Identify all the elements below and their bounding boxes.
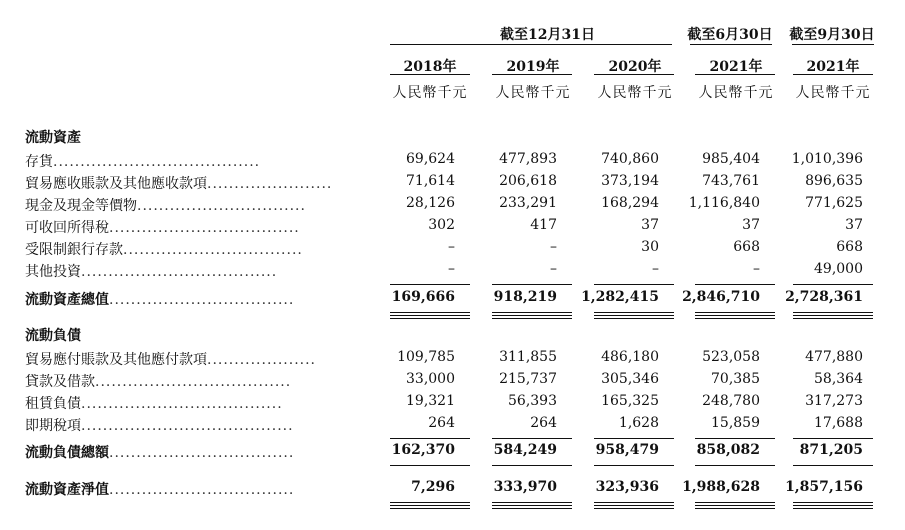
cell-value: 1,857,156 [785,479,863,495]
cell-value: 2,728,361 [785,289,863,305]
year-underline-2 [492,74,572,75]
cell-value: 248,780 [702,393,760,409]
cell-value: 311,855 [499,349,557,365]
leader-dots: .................................. [109,292,295,308]
cell-value: 668 [836,239,863,255]
leader-dots: ...................................... [53,154,261,170]
table-row [25,393,895,414]
leader-dots: ................................... [109,220,300,236]
total-row-current-liabilities [25,442,895,463]
double-rule [793,508,873,509]
cell-value: 871,205 [799,442,863,458]
double-rule [695,508,775,509]
subtotal-rule [594,465,674,466]
year-col-1: 2018年 [403,59,457,75]
cell-value: 109,785 [397,349,455,365]
row-label: 現金及現金等價物 [25,198,137,214]
cell-value: – [550,239,557,255]
cell-value: 302 [428,217,455,233]
cell-value: 33,000 [406,371,455,387]
cell-value: 668 [733,239,760,255]
cell-value: 1,628 [618,415,659,431]
subtotal-rule [695,284,775,285]
table-row [25,261,895,282]
table-row [25,371,895,392]
subtotal-rule [695,438,775,439]
unit-col-1: 人民幣千元 [392,85,468,101]
subtotal-rule [390,465,470,466]
cell-value: 17,688 [814,415,863,431]
leader-dots: .................................... [95,374,292,390]
subtotal-rule [390,438,470,439]
table-row [25,239,895,260]
cell-value: 15,859 [711,415,760,431]
double-rule [793,502,873,506]
row-label: 貿易應收賬款及其他應收款項 [25,176,207,192]
double-rule [492,312,572,316]
double-rule [492,508,572,509]
cell-value: 1,116,840 [688,195,760,211]
cell-value: 1,282,415 [581,289,659,305]
cell-value: 49,000 [814,261,863,277]
unit-col-2: 人民幣千元 [495,85,571,101]
cell-value: 417 [530,217,557,233]
year-col-4: 2021年 [709,59,763,75]
double-rule [793,318,873,319]
subtotal-rule [695,465,775,466]
table-row [25,415,895,436]
period-underline-jun30 [690,44,772,45]
leader-dots: ............................... [137,198,306,214]
row-label: 受限制銀行存款 [25,242,123,258]
subtotal-rule [492,465,572,466]
leader-dots: .................................. [109,445,295,461]
cell-value: 1,988,628 [682,479,760,495]
section-title-current-assets: 流動資產 [25,130,81,146]
year-underline-3 [594,74,674,75]
cell-value: 69,624 [406,151,455,167]
cell-value: 477,880 [805,349,863,365]
cell-value: 985,404 [702,151,760,167]
cell-value: 918,219 [493,289,557,305]
period-header-dec31: 截至12月31日 [500,27,595,43]
double-rule [594,318,674,319]
total-row-net-current-assets [25,479,895,500]
period-header-sep30: 截至9月30日 [789,27,875,43]
cell-value: 523,058 [702,349,760,365]
double-rule [390,312,470,316]
unit-col-3: 人民幣千元 [597,85,673,101]
subtotal-rule [492,438,572,439]
double-rule [492,502,572,506]
period-underline-sep30 [792,44,874,45]
cell-value: 37 [845,217,863,233]
cell-value: 486,180 [601,349,659,365]
row-label: 流動資產總值 [25,292,109,308]
cell-value: – [448,261,455,277]
row-label: 貸款及借款 [25,374,95,390]
year-col-2: 2019年 [506,59,560,75]
cell-value: 206,618 [499,173,557,189]
cell-value: 28,126 [406,195,455,211]
table-row [25,151,895,172]
cell-value: 233,291 [499,195,557,211]
cell-value: 37 [742,217,760,233]
cell-value: 7,296 [411,479,455,495]
cell-value: – [753,261,760,277]
year-underline-4 [695,74,775,75]
table-row [25,195,895,216]
cell-value: 743,761 [702,173,760,189]
cell-value: 305,346 [601,371,659,387]
leader-dots: ..................................... [81,396,283,412]
cell-value: 37 [641,217,659,233]
cell-value: – [550,261,557,277]
cell-value: 958,479 [595,442,659,458]
cell-value: 58,364 [814,371,863,387]
cell-value: – [448,239,455,255]
leader-dots: ................................. [123,242,303,258]
double-rule [695,502,775,506]
cell-value: 896,635 [805,173,863,189]
subtotal-rule [594,438,674,439]
cell-value: 373,194 [601,173,659,189]
row-label: 租賃負債 [25,396,81,412]
cell-value: 323,936 [595,479,659,495]
double-rule [594,508,674,509]
double-rule [594,502,674,506]
row-label: 可收回所得稅 [25,220,109,236]
cell-value: 317,273 [805,393,863,409]
year-col-5: 2021年 [806,59,860,75]
unit-col-5: 人民幣千元 [795,85,871,101]
subtotal-rule [793,284,873,285]
double-rule [793,312,873,316]
subtotal-rule [492,284,572,285]
section-title-current-liabilities: 流動負債 [25,328,81,344]
cell-value: 584,249 [493,442,557,458]
subtotal-rule [793,438,873,439]
year-underline-1 [390,74,470,75]
period-underline-dec31 [390,44,672,45]
table-row [25,217,895,238]
cell-value: 2,846,710 [682,289,760,305]
double-rule [695,318,775,319]
cell-value: 333,970 [493,479,557,495]
table-row [25,173,895,194]
unit-col-4: 人民幣千元 [698,85,774,101]
cell-value: 1,010,396 [791,151,863,167]
cell-value: 70,385 [711,371,760,387]
cell-value: 165,325 [601,393,659,409]
cell-value: 168,294 [601,195,659,211]
subtotal-rule [390,284,470,285]
double-rule [695,312,775,316]
cell-value: 215,737 [499,371,557,387]
subtotal-rule [594,284,674,285]
table-row [25,349,895,370]
leader-dots: ....................... [207,176,333,192]
cell-value: 30 [641,239,659,255]
cell-value: 858,082 [696,442,760,458]
cell-value: 56,393 [508,393,557,409]
year-underline-5 [793,74,873,75]
row-label: 流動負債總額 [25,445,109,461]
row-label: 其他投資 [25,264,81,280]
cell-value: 771,625 [805,195,863,211]
year-col-3: 2020年 [608,59,662,75]
cell-value: 162,370 [391,442,455,458]
row-label: 貿易應付賬款及其他應付款項 [25,352,207,368]
leader-dots: .................................... [81,264,278,280]
row-label: 即期稅項 [25,418,81,434]
total-row-current-assets [25,289,895,310]
cell-value: 740,860 [601,151,659,167]
subtotal-rule [793,465,873,466]
cell-value: – [652,261,659,277]
leader-dots: ....................................... [81,418,294,434]
cell-value: 477,893 [499,151,557,167]
row-label: 存貨 [25,154,53,170]
double-rule [390,508,470,509]
double-rule [492,318,572,319]
cell-value: 264 [530,415,557,431]
double-rule [390,318,470,319]
double-rule [594,312,674,316]
cell-value: 264 [428,415,455,431]
cell-value: 71,614 [406,173,455,189]
leader-dots: .................................. [109,482,295,498]
row-label: 流動資產淨值 [25,482,109,498]
double-rule [390,502,470,506]
cell-value: 19,321 [406,393,455,409]
cell-value: 169,666 [391,289,455,305]
period-header-jun30: 截至6月30日 [687,27,773,43]
leader-dots: .................... [207,352,317,368]
